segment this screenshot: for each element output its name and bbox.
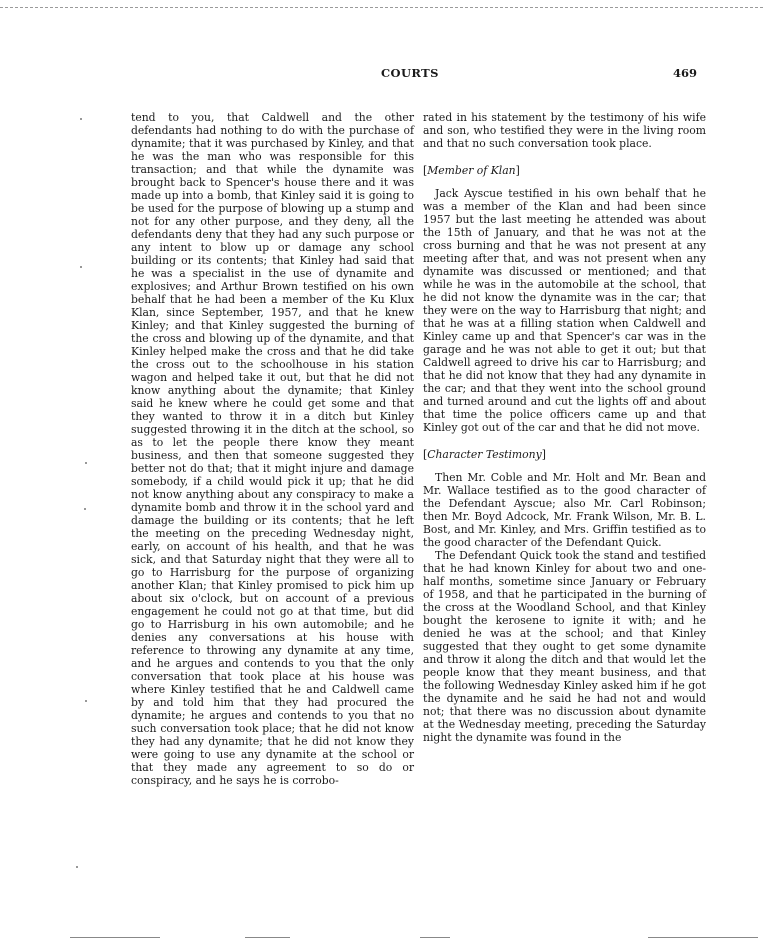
scan-speck [85,700,87,702]
section-heading-text: Character Testimony [427,448,542,461]
page-number: 469 [673,66,698,80]
paragraph-character-witnesses: Then Mr. Coble and Mr. Holt and Mr. Bean and Mr. Wallace testified as to the good character of the Defendant Ayscue; also Mr. Carl Robinson; then Mr. Boyd Adcock, Mr. Frank Wilson, Mr. B. L. Bost, and Mr. Kinley, and Mrs. Griffin testified as to the good character of the Defendant Quick. [423,471,706,549]
section-heading-member-of-klan: [Member of Klan] [423,164,520,177]
scan-speck [80,266,82,268]
bottom-scan-mark [70,937,160,938]
paragraph-quick-testimony: The Defendant Quick took the stand and testified that he had known Kinley for about two and one-half months, sometime since January or February of 1958, and that he participated in the burning of the cross at the Woodland School, and that Kinley bought the kerosene to ignite it with; and he denied he was at the school; and that Kinley suggested that they ought to get some dynamite and throw it along the ditch and that would let the people know that they meant business, and that the following Wednesday Kinley asked him if he got the dynamite and he said he had not and would not; that there was no discussion about dynamite at the Wednesday meeting, preceding the Saturday night the dynamite was found in the [423,549,706,744]
paragraph-ayscue-testimony: Jack Ayscue testified in his own behalf that he was a member of the Klan and had been since 1957 but the last meeting he attended was about the 15th of January, and that he was not at the cross burning and that he was not present at any meeting after that, and was not present when any dynamite was discussed or mentioned; and that while he was in the automobile at the school, that he did not know the dynamite was in the car; that they were on the way to Harrisburg that night; and that he was at a filling station when Caldwell and Kinley came up and that Spencer's car was in the garage and he was not able to get it out; but that Caldwell agreed to drive his car to Harrisburg; and that he did not know that they had any dynamite in the car; and that they went into the school ground and turned around and cut the lights off and about that time the police officers came up and that Kinley got out of the car and that he did not move. [423,187,706,434]
scan-speck [84,508,86,510]
right-column [423,111,706,744]
right-opening-paragraph: rated in his statement by the testimony of his wife and son, who testified they were in the living room and that no such conversation took place. [423,111,706,150]
top-dashed-rule [0,7,763,8]
left-paragraph: tend to you, that Caldwell and the other defendants had nothing to do with the purchase of dynamite; that it was purchased by Kinley, and that he was the man who was responsible for this transaction; and that while the dynamite was brought back to Spencer's house there and it was made up into a bomb, that Kinley said it is going to be used for the purpose of blowing up a stump and not for any other purpose, and they deny, all the defendants deny that they had any such purpose or any intent to blow up or damage any school building or its contents; that Kinley had said that he was a specialist in the use of dynamite and explosives; and Arthur Brown testified on his own behalf that he had been a member of the Ku Klux Klan, since September, 1957, and that he knew Kinley; and that Kinley suggested the burning of the cross and blowing up of the dynamite, and that Kinley helped make the cross and that he did take the cross out to the schoolhouse in his station wagon and helped take it out, but that he did not know anything about the dynamite; that Kinley said he knew where he could get some and that they wanted to throw it in a ditch but Kinley suggested throwing it in the ditch at the school, so as to let the people there know they meant business, and then that someone suggested they better not do that; that it might injure and damage somebody, if a child would pick it up; that he did not know anything about any conspiracy to make a dynamite bomb and throw it in the school yard and damage the building or its contents; that he left the meeting on the preceding Wednesday night, early, on account of his health, and that he was sick, and that Saturday night that they were all to go to Harrisburg for the purpose of organizing another Klan; that Kinley promised to pick him up about six o'clock, but on account of a previous engagement he could not go at that time, but did go to Harrisburg in his own automobile; and he denies any conversations at his house with reference to throwing any dynamite at any time, and he argues and contends to you that the only conversation that took place at his house was where Kinley testified that he and Caldwell came by and told him that they had procured the dynamite; he argues and contends to you that no such conversation took place; that he did not know they had any dynamite; that he did not know they were going to use any dynamite at the school or that they made any agreement to so do or conspiracy, and he says he is corrobo- [131,111,414,787]
scan-speck [80,118,82,120]
bottom-scan-mark [648,937,758,938]
scan-speck [85,462,87,464]
section-heading-text: Member of Klan [427,164,516,177]
scan-speck [76,866,78,868]
bottom-scan-mark [245,937,290,938]
section-heading-character-testimony: [Character Testimony] [423,448,546,461]
running-head: COURTS [381,66,439,80]
bottom-scan-mark [420,937,450,938]
left-column [131,111,414,787]
